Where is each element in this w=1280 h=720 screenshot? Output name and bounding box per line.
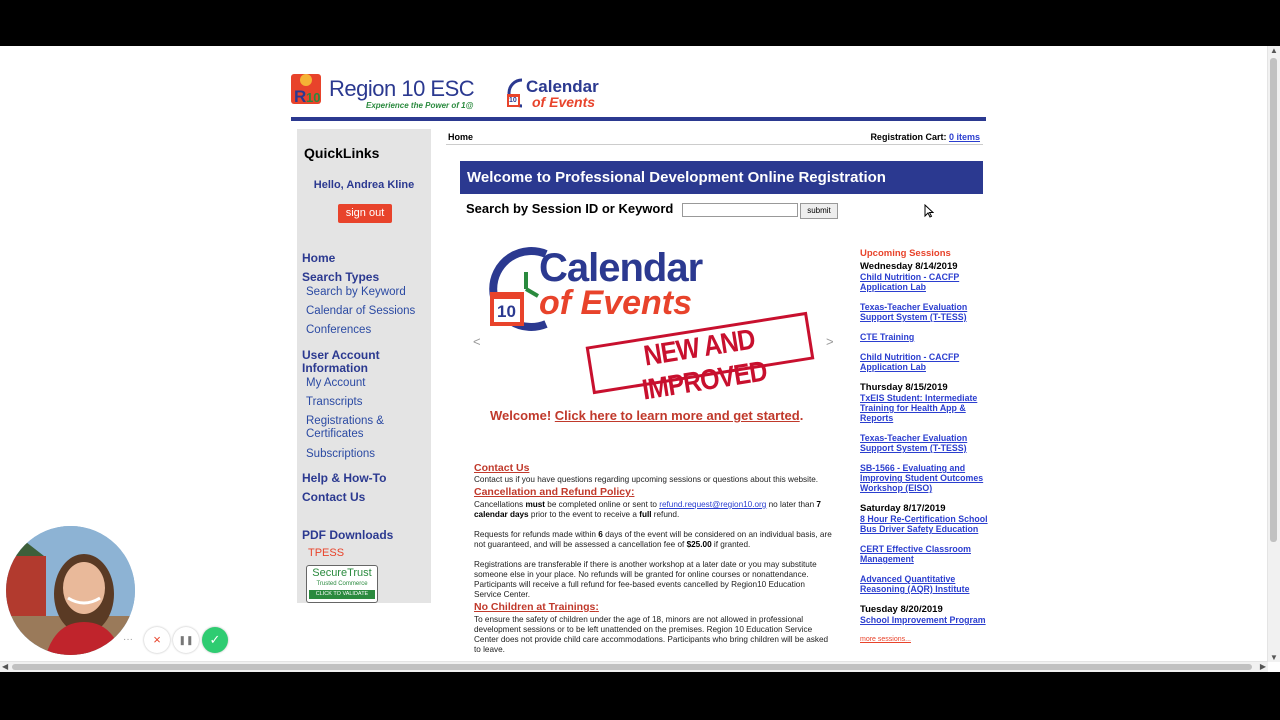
- mouse-cursor-icon: [924, 204, 934, 218]
- session-link[interactable]: CERT Effective Classroom Management: [860, 544, 971, 564]
- session-link[interactable]: Texas-Teacher Evaluation Support System (T-TESS): [860, 302, 968, 322]
- text: $25.00: [686, 540, 712, 549]
- nav-user-account-line1[interactable]: User Account: [302, 348, 380, 362]
- learn-more-link[interactable]: Click here to learn more and get started: [554, 408, 800, 423]
- securetrust-validate: CLICK TO VALIDATE: [309, 590, 375, 599]
- quicklinks-sidebar: [297, 129, 431, 603]
- text: 6: [598, 530, 603, 539]
- welcome-line: [490, 408, 803, 423]
- nav-help[interactable]: Help & How-To: [302, 471, 387, 485]
- refund-policy-heading[interactable]: [474, 486, 634, 498]
- nav-user-account-line2[interactable]: Information: [302, 361, 368, 375]
- more-options-icon[interactable]: ···: [120, 633, 136, 649]
- session-date: Saturday 8/17/2019: [860, 503, 946, 514]
- cancel-recording-icon[interactable]: ×: [144, 627, 170, 653]
- user-greeting: Hello, Andrea Kline: [313, 179, 415, 191]
- pause-recording-icon[interactable]: ❚❚: [173, 627, 199, 653]
- securetrust-badge[interactable]: [306, 565, 378, 603]
- nav-calendar-of-sessions[interactable]: Calendar of Sessions: [306, 305, 416, 317]
- refund-email-link[interactable]: refund.request@region10.org: [659, 500, 767, 509]
- submit-button[interactable]: submit: [800, 203, 838, 219]
- refund-paragraph-2: [474, 530, 834, 550]
- new-and-improved-stamp: [586, 312, 815, 407]
- refund-paragraph-3: Registrations are transferable if there is another workshop at a later date or you may substitute someone else in your place. No refunds will be granted for online courses or nonattendance. Participants will receive a full refund for fee-based events cancelled by Region10 Education Service Center.: [474, 560, 817, 599]
- session-link[interactable]: Advanced Quantitative Reasoning (AQR) Institute: [860, 574, 970, 594]
- svg-text:R: R: [294, 87, 307, 106]
- quicklinks-title: QuickLinks: [304, 145, 380, 161]
- scroll-up-icon[interactable]: ▲: [1270, 46, 1278, 55]
- session-link[interactable]: SB-1566 - Evaluating and Improving Student Outcomes Workshop (EISO): [860, 463, 984, 493]
- horizontal-scrollbar[interactable]: [0, 661, 1268, 672]
- brand-name: Region 10 ESC: [329, 76, 475, 101]
- svg-text:10: 10: [306, 90, 321, 105]
- carousel-next-button[interactable]: >: [826, 334, 834, 349]
- calendar-logo-line1: Calendar: [526, 77, 599, 96]
- sign-out-button[interactable]: sign out: [338, 204, 392, 223]
- cart-label: Registration Cart:: [870, 132, 947, 142]
- session-link[interactable]: 8 Hour Re-Certification School Bus Driver Safety Education: [860, 514, 988, 534]
- welcome-banner: Welcome to Professional Development Online Registration: [460, 161, 983, 194]
- nav-transcripts[interactable]: Transcripts: [306, 396, 363, 408]
- text: prior to the event to receive a: [528, 510, 640, 519]
- stamp-text: NEW AND IMPROVED: [639, 323, 769, 407]
- header-divider: [291, 117, 986, 121]
- carousel-slide[interactable]: [470, 234, 839, 424]
- browser-viewport: [0, 46, 1280, 672]
- horizontal-scroll-thumb[interactable]: [12, 664, 1252, 670]
- refund-heading-colon: :: [630, 486, 635, 498]
- refund-paragraph-1: [474, 500, 834, 520]
- finish-recording-icon[interactable]: ✓: [202, 627, 228, 653]
- nav-search-by-keyword[interactable]: Search by Keyword: [306, 286, 406, 298]
- welcome-suffix: .: [799, 408, 804, 423]
- scroll-left-icon[interactable]: ◀: [2, 662, 9, 671]
- session-date: Thursday 8/15/2019: [860, 382, 948, 393]
- registration-cart: [870, 132, 980, 142]
- cart-items-link[interactable]: 0 items: [948, 132, 980, 142]
- nav-registrations-line1[interactable]: Registrations &: [306, 415, 384, 427]
- more-sessions-link[interactable]: more sessions...: [860, 636, 911, 643]
- scroll-down-icon[interactable]: ▼: [1270, 653, 1278, 662]
- webcam-feed-image: [6, 526, 135, 655]
- no-children-heading[interactable]: [474, 601, 599, 613]
- carousel-logo-day: 10: [497, 302, 516, 321]
- text: refund.: [651, 510, 680, 519]
- securetrust-title: SecureTrust: [312, 567, 372, 579]
- session-link[interactable]: TxEIS Student: Intermediate Training for Health App & Reports: [860, 393, 978, 423]
- text: if granted.: [711, 540, 751, 549]
- welcome-prefix: Welcome!: [490, 408, 552, 423]
- text: full: [639, 510, 652, 519]
- contact-text: Contact us if you have questions regarding upcoming sessions or questions about this website.: [474, 475, 819, 484]
- brand-tagline: Experience the Power of 1@: [366, 101, 474, 110]
- nav-subscriptions[interactable]: Subscriptions: [306, 448, 376, 460]
- text: Cancellations: [474, 500, 526, 509]
- calendar-logo-line2: of Events: [532, 94, 596, 110]
- contact-us-heading[interactable]: Contact Us: [474, 462, 530, 474]
- no-children-heading-text: No Children at Trainings: [474, 601, 596, 613]
- text: no later than: [766, 500, 817, 509]
- calendar-logo-day: 10: [509, 97, 517, 104]
- session-date: Tuesday 8/20/2019: [860, 604, 943, 615]
- search-label: Search by Session ID or Keyword: [466, 201, 674, 216]
- region10-logo[interactable]: [291, 70, 481, 114]
- scroll-right-icon[interactable]: ▶: [1259, 662, 1266, 671]
- nav-registrations-line2[interactable]: Certificates: [306, 428, 364, 440]
- vertical-scrollbar[interactable]: [1267, 46, 1280, 662]
- upcoming-title: Upcoming Sessions: [860, 248, 951, 259]
- nav-pdf-downloads: PDF Downloads: [302, 528, 394, 542]
- text: Requests for refunds made within: [474, 530, 599, 539]
- refund-heading-text: Cancellation and Refund Policy: [474, 486, 631, 498]
- breadcrumb-home[interactable]: Home: [448, 132, 474, 142]
- session-date: Wednesday 8/14/2019: [860, 261, 958, 272]
- nav-my-account[interactable]: My Account: [306, 377, 366, 389]
- nav-conferences[interactable]: Conferences: [306, 324, 372, 336]
- text: must: [525, 500, 545, 509]
- no-children-text: To ensure the safety of children under the age of 18, minors are not allowed in professional development sessions or to be left unattended on the premises. Region 10 Education Service Center does not provide child care accommodations. Participants who bring children will be asked to leave.: [474, 615, 829, 654]
- tpess-link[interactable]: TPESS: [308, 547, 345, 559]
- nav-search-types[interactable]: Search Types: [302, 270, 380, 284]
- calendar-of-events-logo[interactable]: [506, 74, 599, 114]
- text: days of the event will be considered on an individual basis, are not guaranteed, and will be assessed a cancellation fee of: [474, 530, 832, 549]
- text: 7 calendar days: [474, 500, 821, 519]
- nav-home[interactable]: Home: [302, 251, 336, 265]
- nav-contact-us[interactable]: Contact Us: [302, 490, 366, 504]
- carousel-logo-line1: Calendar: [539, 246, 703, 290]
- search-input[interactable]: [682, 203, 798, 217]
- session-link[interactable]: Child Nutrition - CACFP Application Lab: [860, 272, 960, 292]
- calendar-logo-icon: [506, 76, 526, 110]
- session-link[interactable]: School Improvement Program: [860, 615, 986, 625]
- session-link[interactable]: CTE Training: [860, 332, 915, 342]
- no-children-colon: :: [595, 601, 599, 613]
- session-link[interactable]: Child Nutrition - CACFP Application Lab: [860, 352, 960, 372]
- webcam-bubble[interactable]: [6, 526, 135, 655]
- carousel-prev-button[interactable]: <: [473, 334, 481, 349]
- session-link[interactable]: Texas-Teacher Evaluation Support System (T-TESS): [860, 433, 968, 453]
- text: be completed online or sent to: [545, 500, 660, 509]
- breadcrumb-divider: [446, 144, 983, 145]
- vertical-scroll-thumb[interactable]: [1270, 58, 1277, 542]
- carousel-logo-line2: of Events: [539, 284, 693, 322]
- securetrust-subtitle: Trusted Commerce: [316, 581, 368, 587]
